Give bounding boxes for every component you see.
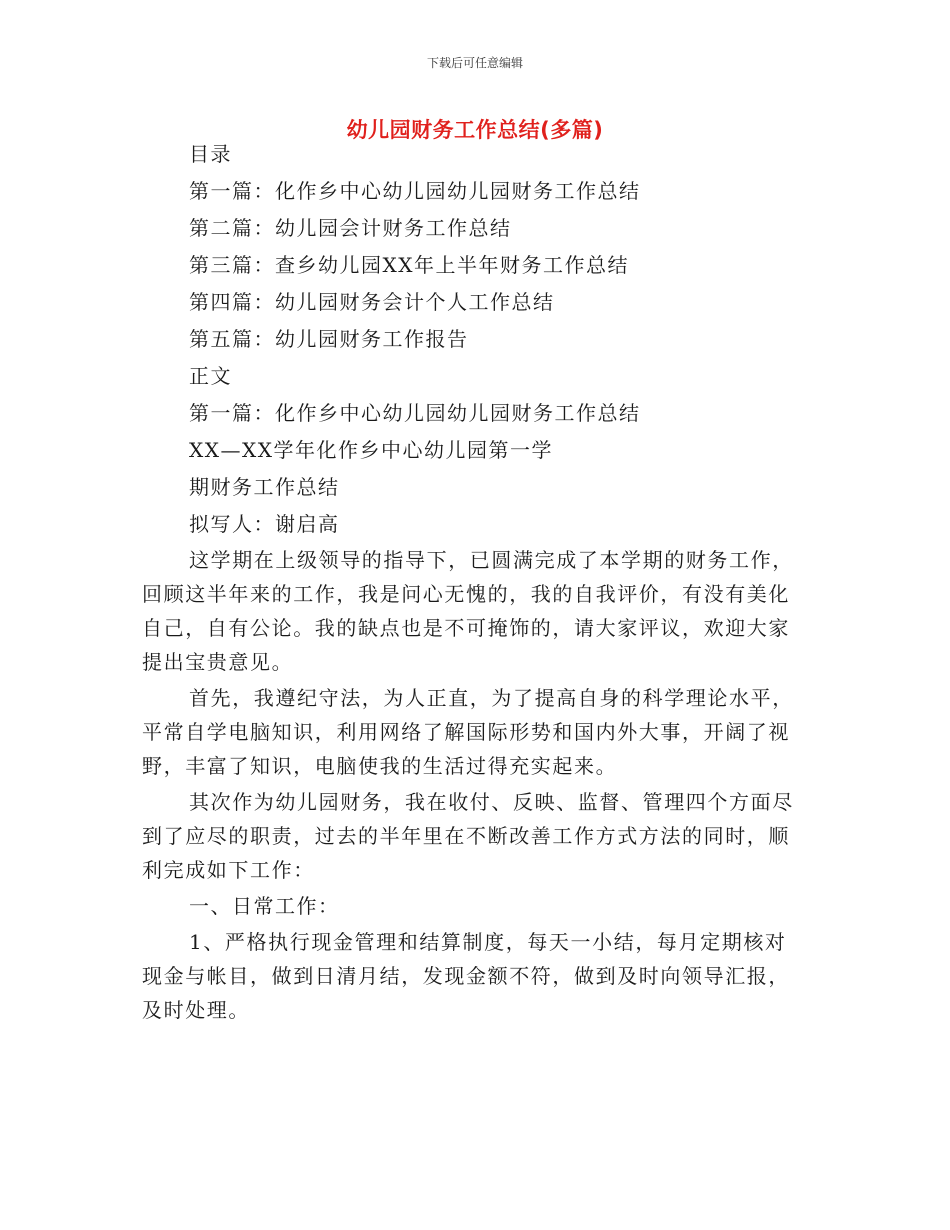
toc-item: 第二篇：幼儿园会计财务工作总结: [189, 216, 512, 240]
document-body: [142, 136, 808, 1029]
article-title: 第一篇：化作乡中心幼儿园幼儿园财务工作总结: [189, 401, 641, 425]
body-heading: 正文: [189, 364, 232, 388]
body-paragraph: 1、严格执行现金管理和结算制度，每天一小结，每月定期核对现金与帐目，做到日清月结，发现金额不符，做到及时向领导汇报，及时处理。: [142, 930, 790, 1022]
body-paragraph: 首先，我遵纪守法，为人正直，为了提高自身的科学理论水平，平常自学电脑知识，利用网络了解国际形势和国内外大事，开阔了视野，丰富了知识，电脑使我的生活过得充实起来。: [142, 686, 794, 778]
toc-item: 第五篇：幼儿园财务工作报告: [189, 327, 469, 351]
section-heading: 一、日常工作：: [189, 894, 340, 918]
article-subtitle-line-2: 期财务工作总结: [189, 475, 340, 499]
toc-item: 第一篇：化作乡中心幼儿园幼儿园财务工作总结: [189, 179, 641, 203]
page-header-note: 下载后可任意编辑: [426, 56, 523, 70]
toc-item: 第三篇：查乡幼儿园XX年上半年财务工作总结: [189, 253, 629, 277]
body-paragraph: 其次作为幼儿园财务，我在收付、反映、监督、管理四个方面尽到了应尽的职责，过去的半年里在不断改善工作方式方法的同时，顺利完成如下工作：: [142, 790, 794, 882]
body-paragraph: 这学期在上级领导的指导下，已圆满完成了本学期的财务工作，回顾这半年来的工作，我是问心无愧的，我的自我评价，有没有美化自己，自有公论。我的缺点也是不可掩饰的，请大家评议，欢迎大家提出宝贵意见。: [142, 548, 794, 674]
document-title: 幼儿园财务工作总结(多篇): [346, 118, 604, 142]
toc-item: 第四篇：幼儿园财务会计个人工作总结: [189, 290, 555, 314]
toc-heading: 目录: [189, 142, 232, 166]
article-author: 拟写人：谢启高: [189, 512, 340, 536]
article-subtitle-line-1: XX—XX学年化作乡中心幼儿园第一学: [189, 438, 553, 462]
